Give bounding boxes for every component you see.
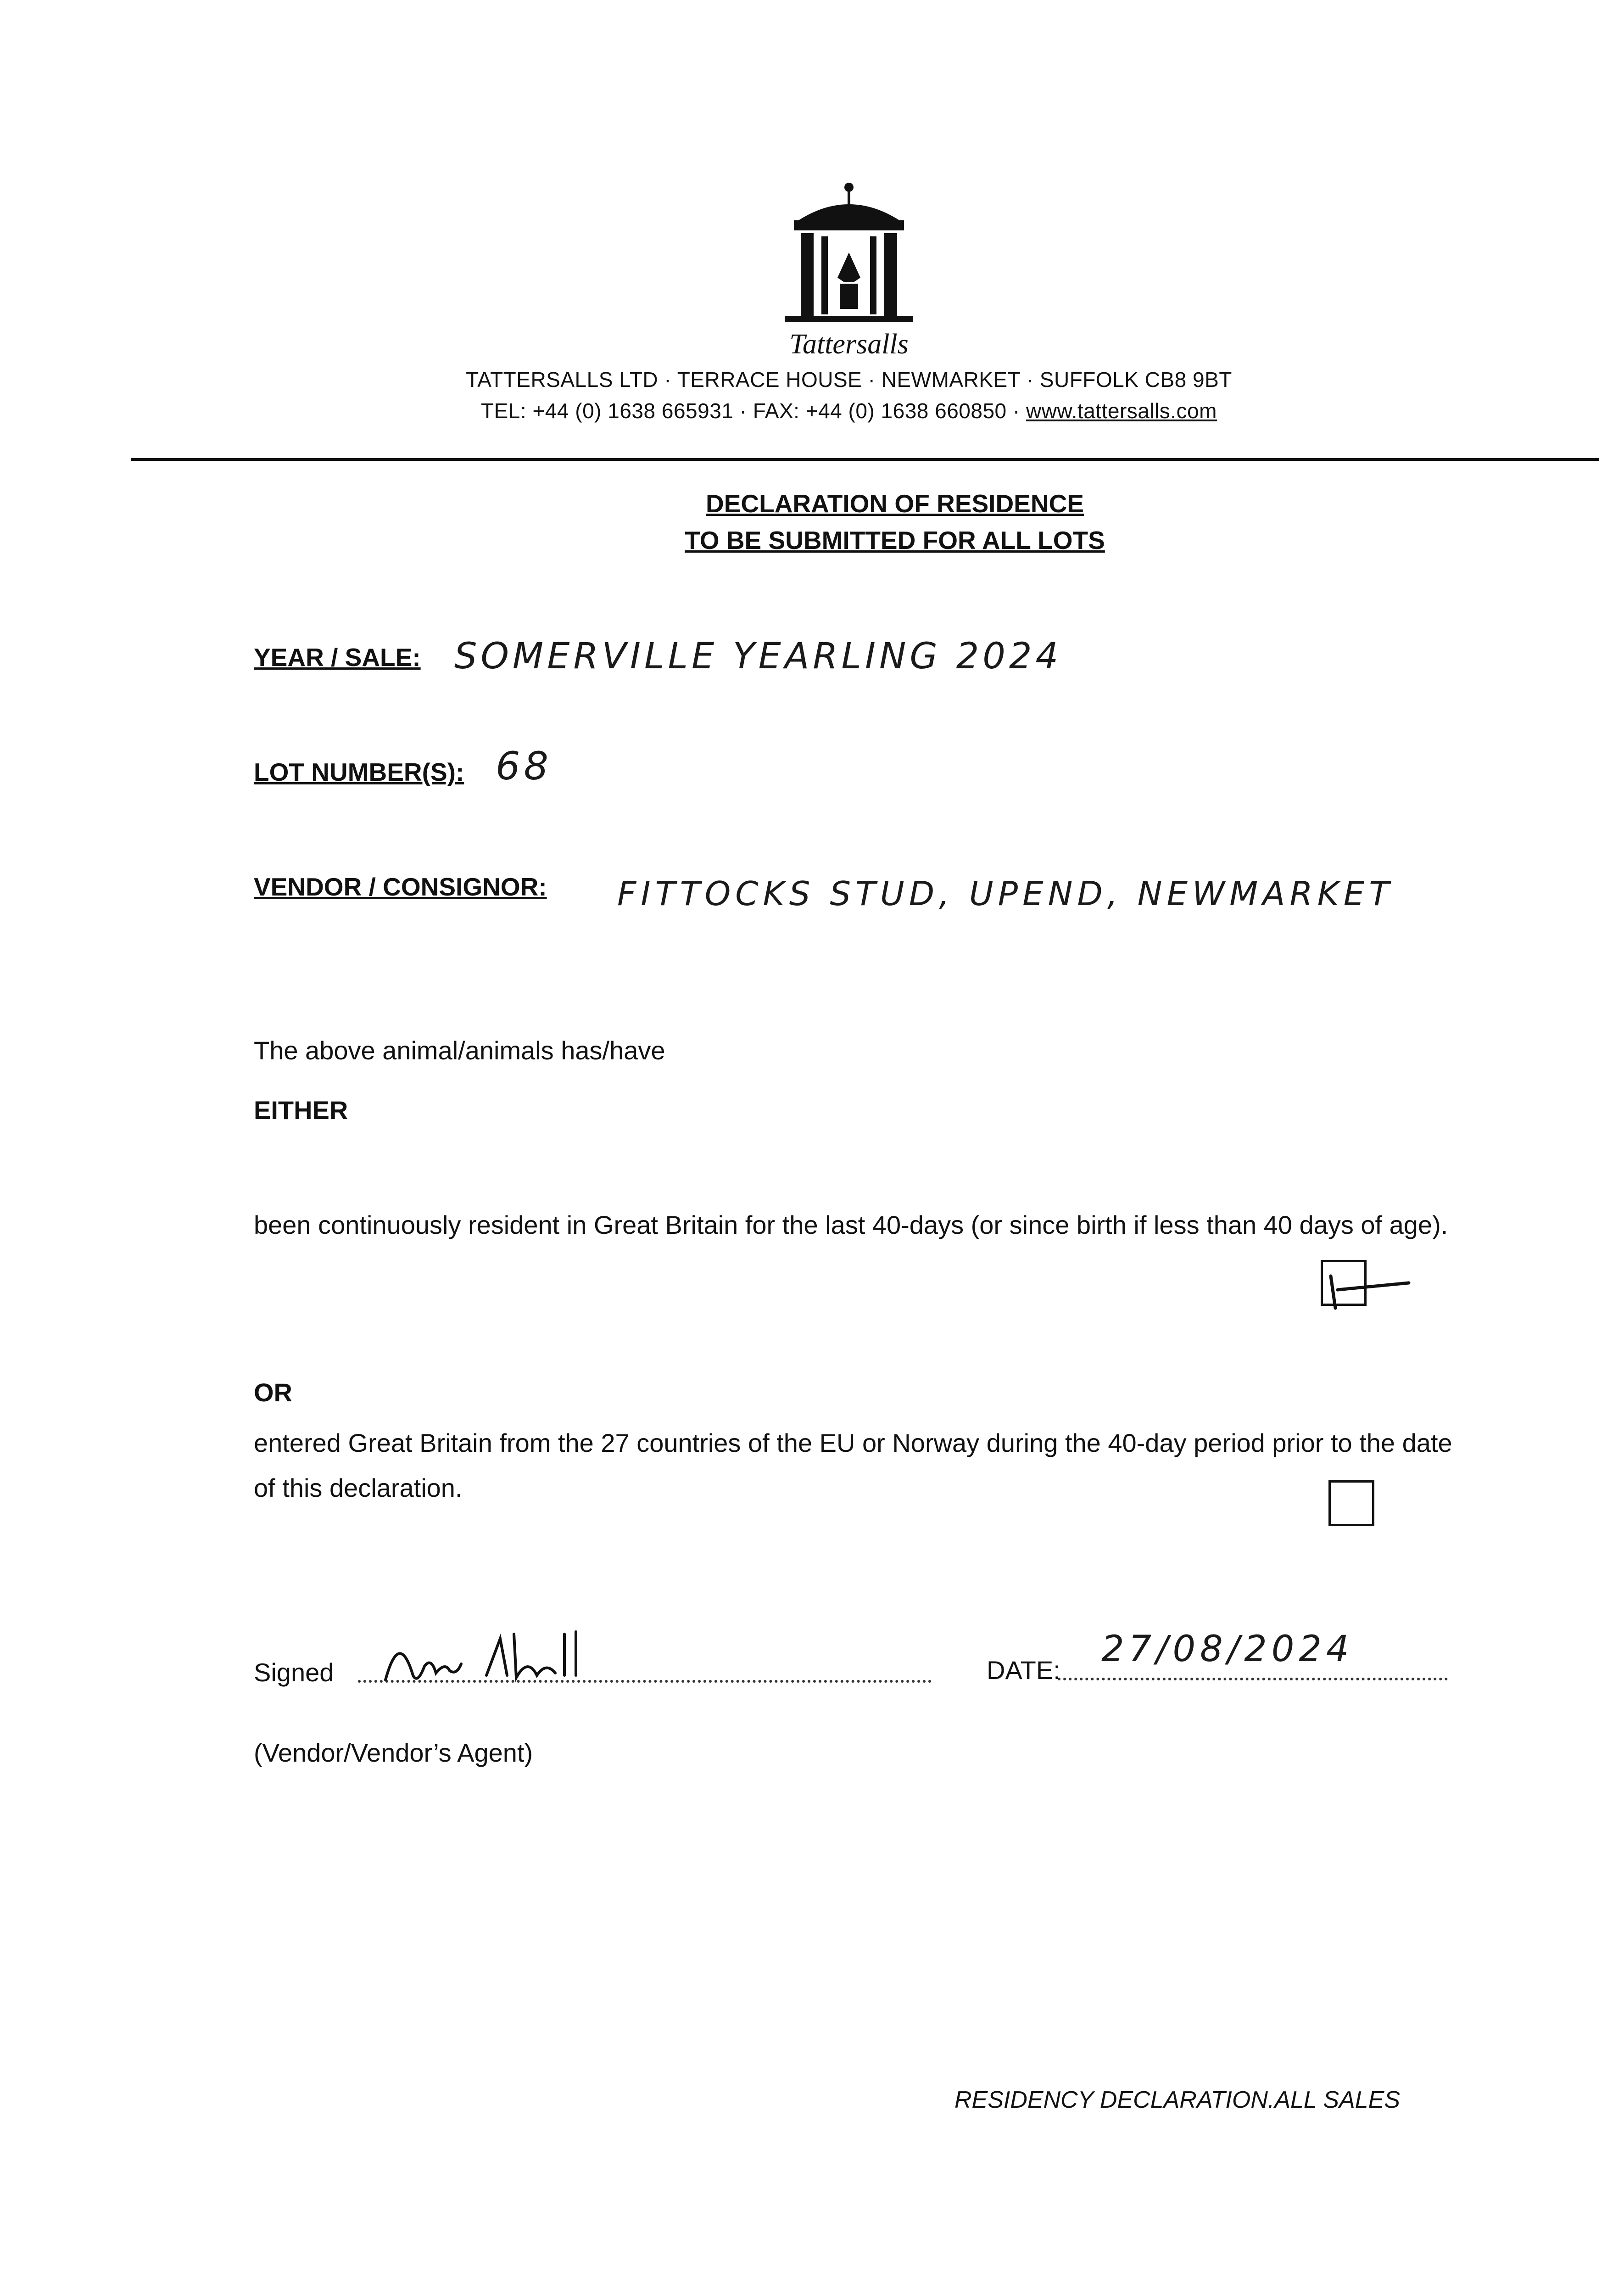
checkmark-icon [1322, 1258, 1413, 1313]
header-divider [131, 458, 1599, 461]
option-resident-text: been continuously resident in Great Britain for the last 40-days (or since birth if less than 40 days of age). [254, 1210, 1448, 1239]
company-contact [321, 398, 1377, 423]
intro-text: The above animal/animals has/have [254, 1036, 665, 1065]
lot-number-value[interactable]: 68 [496, 744, 552, 789]
date-value[interactable]: 27/08/2024 [1101, 1629, 1354, 1670]
handwritten-signature[interactable] [381, 1625, 629, 1689]
option-eu-text: entered Great Britain from the 27 countries of the EU or Norway during the 40-day period prior to the date of this declaration. [254, 1428, 1452, 1502]
website-link[interactable]: www.tattersalls.com [1026, 399, 1217, 423]
tattersalls-logo [780, 179, 918, 330]
lot-number-label: LOT NUMBER(S): [254, 758, 464, 786]
signer-role: (Vendor/Vendor’s Agent) [254, 1738, 533, 1767]
form-title: DECLARATION OF RESIDENCE [705, 489, 1084, 518]
brand-name: Tattersalls [789, 329, 909, 360]
option-eu-checkbox[interactable] [1328, 1480, 1374, 1526]
company-address: TATTERSALLS LTD · TERRACE HOUSE · NEWMARKET · SUFFOLK CB8 9BT [466, 368, 1232, 392]
vendor-label: VENDOR / CONSIGNOR: [254, 873, 547, 901]
year-sale-value[interactable]: SOMERVILLE YEARLING 2024 [454, 636, 1062, 677]
year-sale-label: YEAR / SALE: [254, 643, 421, 672]
contact-numbers: TEL: +44 (0) 1638 665931 · FAX: +44 (0) 1638 660850 · [481, 399, 1027, 423]
signed-label: Signed [254, 1658, 334, 1687]
either-label: EITHER [254, 1096, 348, 1125]
date-line [1058, 1678, 1448, 1680]
date-label: DATE: [987, 1656, 1060, 1685]
vendor-value[interactable]: FITTOCKS STUD, UPEND, NEWMARKET [617, 874, 1394, 913]
form-subtitle: TO BE SUBMITTED FOR ALL LOTS [685, 526, 1105, 554]
or-label: OR [254, 1378, 292, 1407]
document-footer: RESIDENCY DECLARATION.ALL SALES [954, 2087, 1401, 2113]
